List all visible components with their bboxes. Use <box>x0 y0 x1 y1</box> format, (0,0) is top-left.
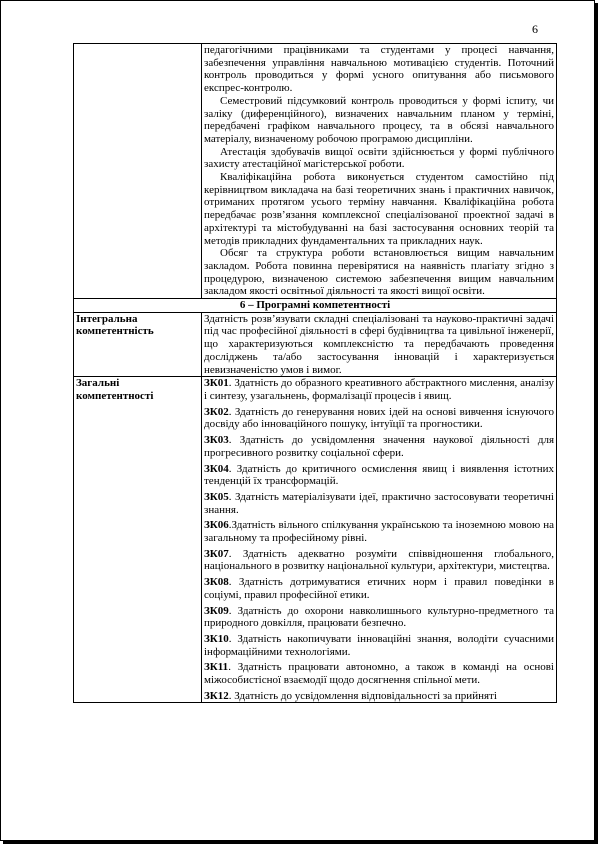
competence-text: . Здатність до усвідомлення відповідальності за прийняті <box>228 689 497 702</box>
competence-item <box>204 690 554 703</box>
competence-item <box>204 463 554 488</box>
competence-text: . Здатність до охорони навколишнього культурно-предметного та природного довкілля, працювати безпечно. <box>204 604 554 630</box>
competence-item <box>204 576 554 601</box>
competence-code: ЗК01 <box>204 377 229 390</box>
competence-code: ЗК09 <box>204 604 229 617</box>
competence-text: . Здатність до генерування нових ідей на основі вивчення існуючого досвіду або інноваційного пошуку, інтуїції та прогностики. <box>204 405 554 431</box>
competence-text: . Здатність до критичного осмислення явищ і виявлення істотних тенденцій їх трансформацій. <box>204 462 554 488</box>
competence-text: . Здатність до усвідомлення значення наукової діяльності для прогресивного розвитку соціальної сфери. <box>204 434 554 459</box>
page-number: 6 <box>532 22 538 36</box>
competence-text: . Здатність до образного креативного абстрактного мислення, аналізу і синтезу, узагальнень, формалізації процесів і явищ. <box>204 377 554 402</box>
competence-text: .Здатність вільного спілкування українською та іноземною мовою на загальному та професійному рівні. <box>204 519 554 545</box>
integral-label: Інтегральна компетентність <box>74 312 202 377</box>
integral-text: Здатність розв’язувати складні спеціалізовані та науково-практичні задачі під час професійної діяльності в сфері будівництва та цивільної інженерії, що характеризуються комплексністю та передбачають проведення досліджень та/або застосування інновацій і характеризується невизначеністю умов і вимог. <box>204 312 554 376</box>
continuation-row <box>74 44 557 299</box>
paragraph: Кваліфікаційна робота виконується студентом самостійно під керівництвом викладача на базі теоретичних знань і практичних навичок, отриманих протягом усього терміну навчання. Кваліфікаційна робота передбачає розв’язання комплексної спеціалізованої проектної задачі в архітектурі та містобудуванні на базі застосування основних теорій та методів прикладних фундаментальних та прикладних наук. <box>204 171 554 247</box>
competence-code: ЗК02 <box>204 405 229 418</box>
competence-item <box>204 633 554 658</box>
continuation-text-cell <box>202 44 557 299</box>
competence-item <box>204 661 554 686</box>
competence-code: ЗК04 <box>204 462 229 475</box>
competence-code: ЗК11 <box>204 661 229 674</box>
competence-item <box>204 377 554 402</box>
competence-text: . Здатність накопичувати інноваційні знання, володіти сучасними інформаційними технологіями. <box>204 632 554 658</box>
competence-item <box>204 548 554 573</box>
competence-item <box>204 434 554 459</box>
general-list-cell <box>202 377 557 703</box>
section-title: 6 – Програмні компетентності <box>74 299 557 313</box>
paragraph: педагогічними працівниками та студентами у процесі навчання, забезпечення управління навчальною мотивацією студентів. Поточний контроль проводиться у формі усного опитування або письмового експрес-контролю. <box>204 44 554 95</box>
competence-code: ЗК03 <box>204 434 229 447</box>
competence-code: ЗК05 <box>204 490 229 503</box>
continuation-left-cell <box>74 44 202 299</box>
competence-code: ЗК08 <box>204 576 229 589</box>
competence-text: . Здатність матеріалізувати ідеї, практично застосовувати теоретичні знання. <box>204 490 554 516</box>
competence-code: ЗК07 <box>204 547 229 560</box>
paragraph: Атестація здобувачів вищої освіти здійснюється у формі публічного захисту атестаційної магістерської роботи. <box>204 145 554 171</box>
general-row <box>74 377 557 703</box>
competence-item <box>204 491 554 516</box>
competence-text: . Здатність працювати автономно, а також в команді на основі міжособистісної взаємодії щодо досягнення спільної мети. <box>204 661 554 687</box>
paragraph: Обсяг та структура роботи встановлюється вищим навчальним закладом. Робота повинна перевірятися на наявність плагіату згідно з процедурою, визначеною системою забезпечення вищим навчальним закладом якості освітньої діяльності та якості вищої освіти. <box>204 247 554 298</box>
integral-row <box>74 312 557 377</box>
program-table <box>73 43 557 703</box>
competence-code: ЗК10 <box>204 632 229 645</box>
competence-code: ЗК12 <box>204 689 229 702</box>
paragraph: Семестровий підсумковий контроль проводиться у формі іспиту, чи заліку (диференційного), визначених навчальним планом у терміні, передбачені графіком навчального процесу, та в обсязі навчального матеріалу, визначеному робочою програмою дисципліни. <box>204 94 554 145</box>
competence-item <box>204 519 554 544</box>
competence-text: . Здатність дотримуватися етичних норм і правил поведінки в соціумі, правил професійної етики. <box>204 576 554 601</box>
competence-code: ЗК06 <box>204 519 229 532</box>
integral-text-cell <box>202 312 557 377</box>
section-header-row <box>74 299 557 313</box>
general-label: Загальні компетентності <box>74 377 202 703</box>
competence-item <box>204 406 554 431</box>
competence-text: . Здатність адекватно розуміти співвідношення глобального, національного в розвитку національної культури, архітектури, мистецтва. <box>204 547 554 573</box>
competence-item <box>204 605 554 630</box>
